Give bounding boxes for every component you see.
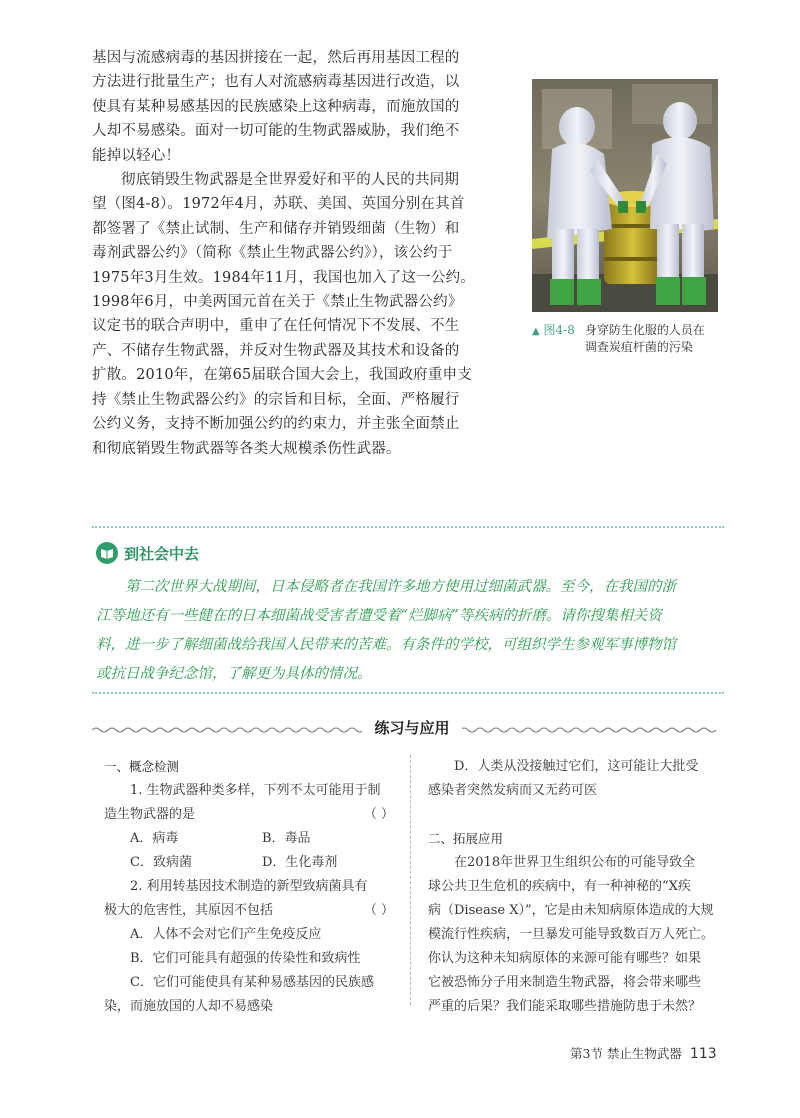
figure-photo — [532, 79, 718, 312]
social-section-title: 到社会中去 — [96, 542, 199, 564]
option: C．致病菌 — [130, 855, 192, 870]
option: A．病毒 — [130, 831, 179, 846]
footer-section: 第3节 禁止生物武器 — [570, 1046, 682, 1061]
question-line: 极大的危害性，其原因不包括 （ ） — [104, 899, 394, 923]
hazmat-photo-illustration — [532, 79, 718, 312]
page-number: 113 — [689, 1046, 717, 1062]
text-line: 和彻底销毁生物武器等各类大规模杀伤性武器。 — [92, 440, 401, 457]
practice-title: 练习与应用 — [362, 717, 462, 738]
separator-bottom — [92, 692, 724, 694]
text-line: 彻底销毁生物武器是全世界爱好和平的人民的共同期 — [121, 172, 460, 189]
text-line: 产、不储存生物武器，并反对生物武器及其技术和设备的 — [92, 342, 460, 359]
option: B．毒品 — [262, 831, 311, 846]
text-line: 在2018年世界卫生组织公布的可能导致全 — [454, 855, 696, 870]
paragraph-1 — [92, 46, 516, 168]
page-footer — [570, 1044, 717, 1062]
text-line: 扩散。2010年，在第65届联合国大会上，我国政府重申支 — [92, 367, 472, 384]
question-line: 1. 生物武器种类多样，下列不太可能用于制 — [130, 783, 381, 798]
section-heading: 二、拓展应用 — [428, 831, 504, 846]
option: C．它们可能使具有某种易感基因的民族感 — [130, 975, 374, 990]
book-icon — [96, 542, 118, 564]
answer-paren: （ ） — [363, 903, 394, 918]
text-line: 它被恐怖分子用来制造生物武器，将会带来哪些 — [428, 975, 702, 990]
practice-right-column — [428, 755, 724, 1019]
section-heading: 一、概念检测 — [104, 759, 180, 774]
triangle-icon: ▲ — [532, 326, 540, 337]
text-line: 能掉以轻心！ — [92, 147, 181, 164]
text-line: 球公共卫生危机的疾病中，有一种神秘的“X疾 — [428, 879, 691, 894]
practice-left-column — [104, 755, 394, 1019]
text-line: 都签署了《禁止试制、生产和储存并销毁细菌（生物）和 — [92, 220, 460, 237]
figure-number: ▲ 图4-8 — [532, 323, 575, 337]
text-line: 使具有某种易感基因的民族感染上这种病毒，而施放国的 — [92, 98, 460, 115]
text-line: 1998年6月，中美两国元首在关于《禁止生物武器公约》 — [92, 294, 463, 311]
options-row — [104, 827, 394, 851]
column-divider — [410, 755, 411, 1005]
text-line: 议定书的联合声明中，重申了在任何情况下不发展、不生 — [92, 318, 460, 335]
social-line: 料，进一步了解细菌战给我国人民带来的苦难。有条件的学校，可组织学生参观军事博物馆 — [96, 637, 676, 653]
text-line: 望（图4-8）。1972年4月，苏联、美国、英国分别在其首 — [92, 196, 465, 213]
social-text — [96, 573, 724, 689]
text-line: 持《禁止生物武器公约》的宗旨和目标，全面、严格履行 — [92, 391, 460, 408]
question-line: 2. 利用转基因技术制造的新型致病菌具有 — [130, 879, 368, 894]
social-line: 第二次世界大战期间，日本侵略者在我国许多地方使用过细菌武器。至今，在我国的浙 — [125, 579, 676, 595]
options-row — [104, 851, 394, 875]
caption-text: 身穿防生化服的人员在 调查炭疽杆菌的污染 — [584, 323, 705, 354]
text-line: 你认为这种未知病原体的来源可能有哪些？如果 — [428, 951, 702, 966]
text-line: 方法进行批量生产；也有人对流感病毒基因进行改造，以 — [92, 74, 460, 91]
text-line: 毒剂武器公约》（简称《禁止生物武器公约》），该公约于 — [92, 245, 453, 262]
answer-paren: （ ） — [363, 807, 394, 822]
text-line: 严重的后果？我们能采取哪些措施防患于未然？ — [428, 999, 702, 1014]
text-line: 人却不易感染。面对一切可能的生物武器威胁，我们绝不 — [92, 123, 460, 140]
option: D．人类从没接触过它们，这可能让大批受 — [454, 759, 699, 774]
main-text — [92, 46, 516, 461]
text-line: 公约义务，支持不断加强公约的约束力，并主张全面禁止 — [92, 416, 460, 433]
text-line: 1975年3月生效。1984年11月，我国也加入了这一公约。 — [92, 269, 475, 286]
question-line: 造生物武器的是 （ ） — [104, 803, 394, 827]
option: D．生化毒剂 — [262, 855, 338, 870]
paragraph-2 — [92, 168, 516, 461]
text-line: 病（Disease X）”，它是由未知病原体造成的大规 — [428, 903, 714, 918]
social-line: 江等地还有一些健在的日本细菌战受害者遭受着“烂脚病”等疾病的折磨。请你搜集相关资 — [96, 608, 662, 624]
separator-top — [92, 526, 724, 528]
social-line: 或抗日战争纪念馆，了解更为具体的情况。 — [96, 666, 372, 682]
option: A．人体不会对它们产生免疫反应 — [130, 927, 322, 942]
option: 染，而施放国的人却不易感染 — [104, 999, 274, 1014]
figure-caption — [532, 322, 732, 356]
text-line: 基因与流感病毒的基因拼接在一起，然后再用基因工程的 — [92, 50, 460, 66]
text-line: 模流行性疾病，一旦暴发可能导致数百万人死亡。 — [428, 927, 715, 942]
option: 感染者突然发病而又无药可医 — [428, 783, 598, 798]
option: B．它们可能具有超强的传染性和致病性 — [130, 951, 361, 966]
